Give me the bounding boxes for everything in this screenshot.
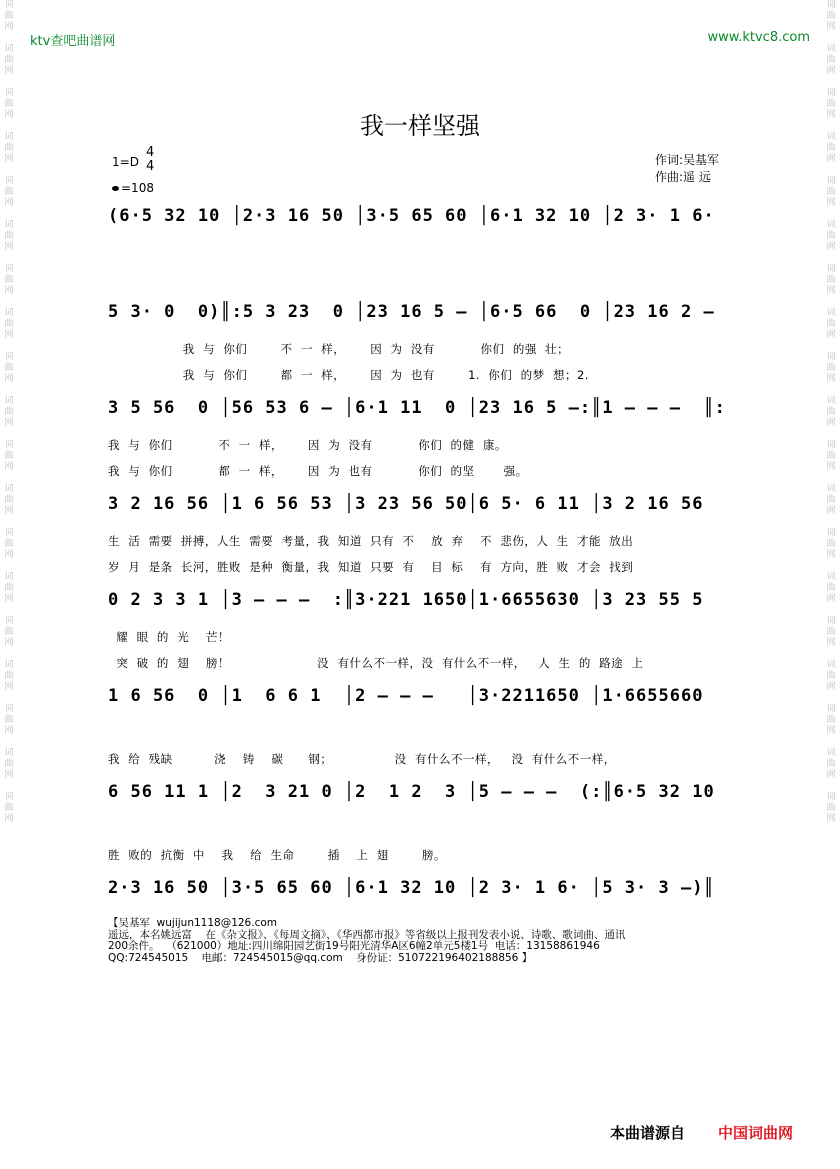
site-name-left[interactable]: ktv查吧曲谱网 (30, 34, 116, 49)
score-row (100, 580, 750, 620)
lyricist: 作词:吴基军 (655, 153, 720, 167)
lyric-line: 我 与 你们 不 一 样， 因 为 没有 你们 的健 康。 (108, 438, 507, 452)
lyric-line: 生 活 需要 拼搏，人生 需要 考量，我 知道 只有 不 放 弃 不 悲伤，人 生 才能 放出 (108, 534, 634, 548)
notation: 2·3 16 50 │3·5 65 60 │6·1 32 10 │2 3· 1 6· │5 3· 3 –)║ (108, 878, 715, 898)
tempo-mark (112, 181, 154, 195)
lyric-line: 胜 败的 抗衡 中 我 给 生命 插 上 翅 膀。 (108, 848, 446, 862)
side-watermark-left: 词 曲 网 词 曲 网 词 曲 网 词 曲 网 词 曲 网 词 曲 网 词 曲 网 词 曲 网 词 曲 网 词 曲 网 词 曲 网 词 曲 网 词 曲 网 词 曲 网 词 曲 网 词 曲 网 词 曲 网 词 曲 网 词 曲 网 (4, 0, 14, 824)
source-label: 本曲谱源自 (610, 1124, 686, 1142)
notation: 5 3· 0 0)║:5 3 23 0 │23 16 5 – │6·5 66 0 │23 16 2 – (108, 302, 715, 322)
lyric-line: 突 破 的 翅 膀！ 没 有什么不一样，没 有什么不一样， 人 生 的 路途 上 (108, 656, 644, 670)
notation: 3 5 56 0 │56 53 6 – │6·1 11 0 │23 16 5 –:║1 – – – ║: (108, 398, 726, 418)
score-row (100, 772, 750, 812)
lyric-line: 我 给 残缺 浇 铸 碳 钢； 没 有什么不一样， 没 有什么不一样， (108, 752, 616, 766)
author-info: 【吴基军 wujijun1118@126.com 遥远，本名姚远富 在《杂文报》、《每周文摘》、《华西都市报》等省级以上报刊发表小说、诗歌、歌词曲、通讯 200余件。 （621000）地址:四川绵阳园艺街19号阳光清华A区6幢2单元5楼1号 电话：13158861946 QQ:724545015 电邮：724545015@qq.com 身份证：510722196402188856 】 (108, 917, 626, 964)
notation: 6 56 11 1 │2 3 21 0 │2 1 2 3 │5 – – – (:║6·5 32 10 (108, 782, 715, 802)
lyric-line: 岁 月 是条 长河，胜败 是种 衡量，我 知道 只要 有 目 标 有 方向，胜 败 才会 找到 (108, 560, 634, 574)
notation: 3 2 16 56 │1 6 56 53 │3 23 56 50│6 5· 6 11 │3 2 16 56 (108, 494, 704, 514)
source-site[interactable]: 中国词曲网 (718, 1124, 794, 1142)
composer: 作曲:遥 远 (655, 170, 711, 184)
notation: 0 2 3 3 1 │3 – – – :║3·221 1650│1·6655630 │3 23 55 5 (108, 590, 704, 610)
lyric-line: 我 与 你们 不 一 样， 因 为 没有 你们 的强 壮； (108, 342, 570, 356)
time-sig-bottom: 4 (146, 159, 155, 174)
tempo-value: =108 (121, 181, 154, 195)
score-row (100, 676, 750, 716)
notation: (6·5 32 10 │2·3 16 50 │3·5 65 60 │6·1 32 10 │2 3· 1 6· (108, 206, 715, 226)
song-title: 我一样坚强 (360, 112, 480, 140)
score-row (100, 484, 750, 524)
notation: 1 6 56 0 │1 6 6 1 │2 – – – │3·2211650 │1·6655660 (108, 686, 704, 706)
lyric-line: 我 与 你们 都 一 样， 因 为 也有 1. 你们 的梦 想；2. (108, 368, 589, 382)
credits (655, 152, 719, 186)
score-row (100, 292, 750, 332)
score-row (100, 868, 750, 908)
score-row (100, 388, 750, 428)
key-signature: 1=D (112, 155, 139, 169)
lyric-line: 耀 眼 的 光 芒！ (108, 630, 230, 644)
site-url-right[interactable]: www.ktvc8.com (707, 30, 810, 45)
time-sig-top: 4 (146, 145, 155, 160)
score-row (100, 196, 750, 236)
side-watermark-right: 词 曲 网 词 曲 网 词 曲 网 词 曲 网 词 曲 网 词 曲 网 词 曲 网 词 曲 网 词 曲 网 词 曲 网 词 曲 网 词 曲 网 词 曲 网 词 曲 网 词 曲 网 词 曲 网 词 曲 网 词 曲 网 词 曲 网 (826, 0, 836, 824)
quarter-note-icon (112, 186, 119, 191)
lyric-line: 我 与 你们 都 一 样， 因 为 也有 你们 的坚 强。 (108, 464, 528, 478)
time-signature (146, 146, 154, 174)
